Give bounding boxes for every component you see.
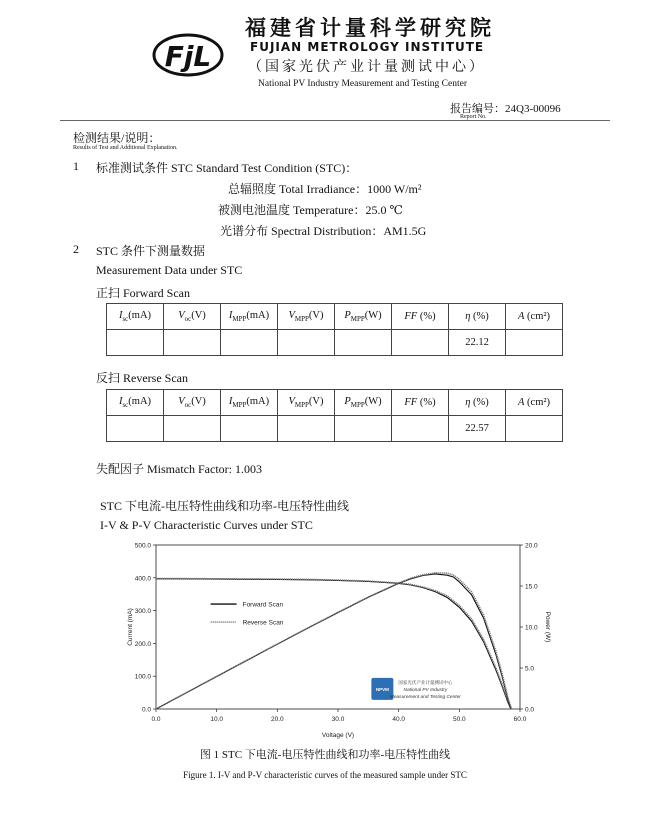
table-header-cell: $V_{MPP}(V)$ <box>278 390 335 416</box>
table-header-cell: $P_{MPP}(W)$ <box>335 390 392 416</box>
table-value-cell <box>335 330 392 356</box>
results-title: 检测结果/说明： <box>73 131 161 145</box>
table-header-cell: $I_{MPP}(mA)$ <box>221 304 278 330</box>
series-line <box>156 574 511 709</box>
report-number-value: 24Q3-00096 <box>505 103 561 115</box>
x-axis-label: Voltage (V) <box>321 732 355 739</box>
table-value-cell <box>278 416 335 442</box>
section-2-title: STC 条件下测量数据 <box>96 244 206 258</box>
forward-scan-table <box>106 303 563 356</box>
table-value-cell: 22.57 <box>449 416 506 442</box>
mismatch-factor: 失配因子 Mismatch Factor: 1.003 <box>96 462 262 476</box>
table-header-cell: FF (%) <box>392 304 449 330</box>
institute-name-en: FUJIAN METROLOGY INSTITUTE <box>250 40 485 54</box>
y2-tick-label: 10.0 <box>525 624 538 632</box>
plot-frame <box>156 545 520 709</box>
table-header-cell: FF (%) <box>392 390 449 416</box>
table-value-cell <box>506 330 563 356</box>
watermark-text-en-2: Measurement and Testing Center <box>389 694 461 700</box>
temperature: 被测电池温度 Temperature：25.0 ℃ <box>218 203 403 217</box>
y2-tick-label: 0.0 <box>525 706 535 714</box>
section-1-number: 1 <box>73 159 79 173</box>
table-value-cell <box>107 330 164 356</box>
table-header-cell: $V_{oc}(V)$ <box>164 390 221 416</box>
table-header-cell: A (cm²) <box>506 390 563 416</box>
table-value-cell <box>392 330 449 356</box>
table-header-cell: $P_{MPP}(W)$ <box>335 304 392 330</box>
legend-forward-label: Forward Scan <box>242 601 284 609</box>
watermark-text-cn: 国家光伏产业计量测试中心 <box>398 679 453 685</box>
table-value-cell <box>164 330 221 356</box>
institute-logo <box>152 33 224 77</box>
legend-reverse-label: Reverse Scan <box>242 619 284 627</box>
table-value-cell <box>221 416 278 442</box>
table-header-cell: $I_{sc}(mA)$ <box>107 304 164 330</box>
table-value-cell <box>392 416 449 442</box>
figure-caption-cn: 图 1 STC 下电流-电压特性曲线和功率-电压特性曲线 <box>199 749 451 761</box>
irradiance: 总辐照度 Total Irradiance：1000 W/m² <box>228 182 422 196</box>
reverse-scan-table <box>106 389 563 442</box>
center-name-cn: （国家光伏产业计量测试中心） <box>248 59 486 75</box>
x-tick-label: 50.0 <box>453 716 466 723</box>
curves-title-cn: STC 下电流-电压特性曲线和功率-电压特性曲线 <box>100 499 350 513</box>
reverse-scan-label: 反扫 Reverse Scan <box>96 371 188 385</box>
table-header-cell: $V_{MPP}(V)$ <box>278 304 335 330</box>
series-line <box>156 579 512 710</box>
x-tick-label: 60.0 <box>513 716 527 723</box>
y2-tick-label: 20.0 <box>525 542 538 550</box>
figure-caption-en: Figure 1. I-V and P-V characteristic curves of the measured sample under STC <box>183 770 467 780</box>
watermark-text-en-1: National PV Industry <box>403 687 448 693</box>
table-header-cell: $V_{oc}(V)$ <box>164 304 221 330</box>
institute-name-cn: 福建省计量科学研究院 <box>245 16 495 40</box>
header-divider <box>60 120 610 121</box>
y-axis-label: Current (mA) <box>127 608 134 646</box>
report-number-en: Report No. <box>460 114 487 120</box>
table-header-cell: η (%) <box>449 304 506 330</box>
table-header-cell: $I_{MPP}(mA)$ <box>221 390 278 416</box>
y-tick-label: 0.0 <box>141 706 151 714</box>
center-name-en: National PV Industry Measurement and Testing Center <box>258 79 467 89</box>
y-tick-label: 500.0 <box>134 542 151 550</box>
section-2-number: 2 <box>73 242 79 256</box>
watermark-badge-text: NPVM <box>375 686 389 692</box>
section-2-title-en: Measurement Data under STC <box>96 263 243 277</box>
table-value-cell <box>506 416 563 442</box>
table-header-row <box>107 304 563 330</box>
y-tick-label: 400.0 <box>134 575 151 583</box>
table-value-row <box>107 416 563 442</box>
iv-pv-chart <box>120 537 550 744</box>
y2-axis-label: Power (W) <box>544 611 551 643</box>
x-tick-label: 10.0 <box>210 716 223 723</box>
table-value-row <box>107 330 563 356</box>
curves-title-en: I-V & P-V Characteristic Curves under STC <box>100 518 313 532</box>
y-tick-label: 200.0 <box>134 640 151 648</box>
x-tick-label: 20.0 <box>271 716 284 723</box>
series-line <box>156 579 511 709</box>
table-header-row <box>107 390 563 416</box>
x-tick-label: 30.0 <box>331 716 345 723</box>
logo-text: FjL <box>164 40 212 73</box>
table-header-cell: A (cm²) <box>506 304 563 330</box>
table-value-cell <box>335 416 392 442</box>
table-header-cell: $I_{sc}(mA)$ <box>107 390 164 416</box>
table-value-cell <box>164 416 221 442</box>
table-value-cell <box>107 416 164 442</box>
table-value-cell <box>278 330 335 356</box>
y-tick-label: 300.0 <box>134 608 151 616</box>
table-header-cell: η (%) <box>449 390 506 416</box>
y-tick-label: 100.0 <box>134 673 151 681</box>
x-tick-label: 40.0 <box>392 716 405 723</box>
y2-tick-label: 5.0 <box>525 665 535 673</box>
forward-scan-label: 正扫 Forward Scan <box>96 286 190 300</box>
section-1-title: 标准测试条件 STC Standard Test Condition (STC)： <box>96 161 358 175</box>
report-number-label: 报告编号： <box>450 103 505 115</box>
table-value-cell <box>221 330 278 356</box>
series-line <box>156 573 512 709</box>
y2-tick-label: 15.0 <box>525 583 538 591</box>
x-tick-label: 0.0 <box>151 716 161 723</box>
results-title-en: Results of Test and Additional Explanation. <box>73 145 178 151</box>
table-value-cell: 22.12 <box>449 330 506 356</box>
spectral-distribution: 光谱分布 Spectral Distribution：AM1.5G <box>220 224 427 238</box>
